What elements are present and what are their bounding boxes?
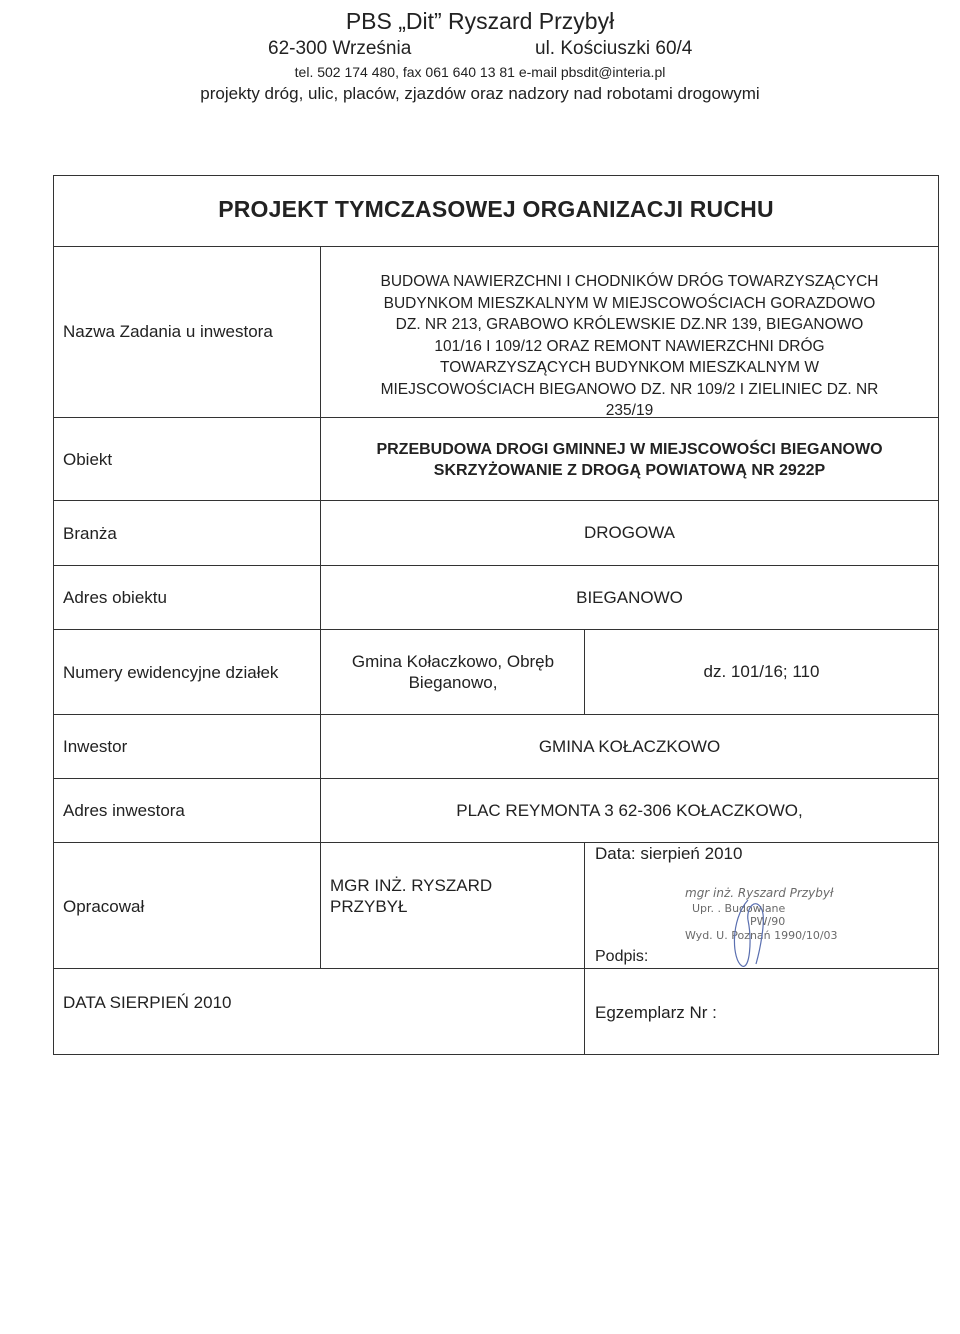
company-city: 62-300 Września — [268, 38, 412, 59]
signature-stamp: mgr inż. Ryszard Przybył Upr. . Budowlane PW/90 Wyd. U. Poznań 1990/10/03 — [670, 880, 890, 970]
document-title: PROJEKT TYMCZASOWEJ ORGANIZACJI RUCHU — [218, 196, 774, 222]
parcels-label: Numery ewidencyjne działek — [63, 663, 279, 682]
parcels-value: dz. 101/16; 110 — [703, 662, 820, 681]
signature-scribble — [670, 880, 890, 970]
copy-number-label: Egzemplarz Nr : — [595, 1003, 717, 1022]
object-line: SKRZYŻOWANIE Z DROGĄ POWIATOWĄ NR 2922P — [433, 462, 826, 479]
company-scope: projekty dróg, ulic, placów, zjazdów oraz nadzory nad robotami drogowymi — [200, 84, 760, 103]
investor-address-label: Adres inwestora — [63, 801, 185, 820]
investor-label: Inwestor — [63, 737, 128, 756]
company-street: ul. Kościuszki 60/4 — [535, 38, 693, 59]
row-divider — [53, 714, 939, 715]
parcels-area-line: Bieganowo, — [408, 673, 498, 692]
task-line: 101/16 I 109/12 ORAZ REMONT NAWIERZCHNI DRÓG — [434, 337, 825, 355]
prepared-date: Data: sierpień 2010 — [595, 844, 743, 863]
object-label: Obiekt — [63, 450, 113, 469]
column-divider — [320, 246, 321, 968]
task-line: DZ. NR 213, GRABOWO KRÓLEWSKIE DZ.NR 139, BIEGANOWO — [395, 316, 864, 333]
company-name: PBS „Dit” Ryszard Przybył — [345, 8, 615, 34]
task-line: BUDYNKOM MIESZKALNYM W MIEJSCOWOŚCIACH GORAZDOWO — [383, 294, 876, 312]
prepared-name-line: PRZYBYŁ — [330, 897, 408, 916]
investor-address-value: PLAC REYMONTA 3 62-306 KOŁACZKOWO, — [456, 801, 803, 820]
prepared-name-line: MGR INŻ. RYSZARD — [330, 876, 493, 895]
row-divider — [53, 842, 939, 843]
object-description — [322, 439, 937, 481]
investor-value: GMINA KOŁACZKOWO — [538, 737, 721, 756]
task-label: Nazwa Zadania u inwestora — [63, 322, 273, 341]
task-line: TOWARZYSZĄCYCH BUDYNKOM MIESZKALNYM W — [440, 359, 819, 376]
address-label: Adres obiektu — [63, 588, 167, 607]
prepared-label: Opracował — [63, 897, 145, 916]
object-line: PRZEBUDOWA DROGI GMINNEJ W MIEJSCOWOŚCI BIEGANOWO — [376, 441, 883, 458]
company-contacts: tel. 502 174 480, fax 061 640 13 81 e-mail pbsdit@interia.pl — [294, 64, 666, 80]
row-divider — [53, 778, 939, 779]
task-description — [322, 271, 937, 422]
column-divider — [584, 842, 585, 1054]
parcels-area — [322, 651, 584, 693]
task-line: 235/19 — [605, 402, 654, 419]
row-divider — [53, 629, 939, 630]
row-divider — [53, 565, 939, 566]
row-divider — [53, 500, 939, 501]
row-divider — [53, 246, 939, 247]
branch-value: DROGOWA — [584, 523, 675, 542]
signature-label: Podpis: — [595, 948, 649, 965]
prepared-name — [330, 875, 580, 917]
branch-label: Branża — [63, 524, 117, 543]
parcels-area-line: Gmina Kołaczkowo, Obręb — [351, 652, 555, 671]
address-value: BIEGANOWO — [576, 588, 683, 607]
task-line: MIEJSCOWOŚCIACH BIEGANOWO DZ. NR 109/2 I ZIELINIEC DZ. NR — [380, 380, 879, 398]
footer-date: DATA SIERPIEŃ 2010 — [63, 993, 232, 1012]
column-divider — [584, 629, 585, 714]
task-line: BUDOWA NAWIERZCHNI I CHODNIKÓW DRÓG TOWARZYSZĄCYCH — [380, 273, 879, 290]
